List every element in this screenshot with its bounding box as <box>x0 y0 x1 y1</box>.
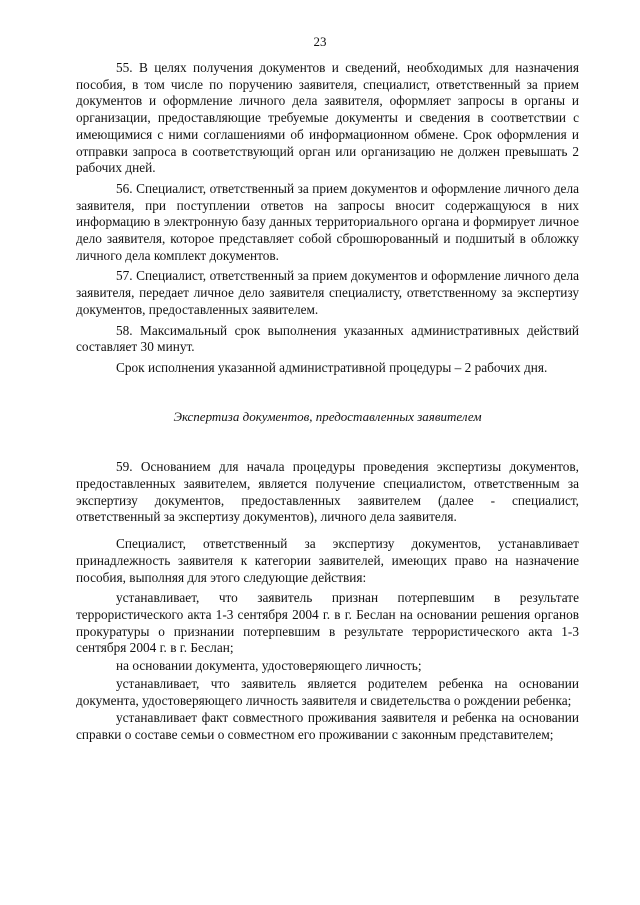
list-item-parent: устанавливает, что заявитель является родителем ребенка на основании документа, удостоверяющего личность заявителя и свидетельства о рождении ребенка; <box>76 675 579 708</box>
paragraph-59: 59. Основанием для начала процедуры проведения экспертизы документов, предоставленных заявителем, является получение специалистом, ответственным за экспертизу документов, предоставленных заявителем (далее - специалист, ответственный за экспертизу документов), личного дела заявителя. <box>76 459 579 525</box>
section-heading: Экспертиза документов, предоставленных заявителем <box>173 408 482 424</box>
list-item-victim: устанавливает, что заявитель признан потерпевшим в результате террористического акта 1-3 сентября 2004 г. в г. Беслан на основании решения органов прокуратуры о признании потерпевшим в результате террористического акта 1-3 сентября 2004 г. в г. Беслан; <box>76 590 579 656</box>
paragraph-57: 57. Специалист, ответственный за прием документов и оформление личного дела заявителя, передает личное дело заявителя специалисту, ответственному за экспертизу документов, предоставленных заявителем. <box>76 268 579 317</box>
page-number: 23 <box>313 34 327 49</box>
paragraph-58: 58. Максимальный срок выполнения указанных административных действий составляет 30 минут. <box>76 322 579 355</box>
paragraph-term: Срок исполнения указанной административной процедуры – 2 рабочих дня. <box>116 359 548 375</box>
paragraph-specialist: Специалист, ответственный за экспертизу документов, устанавливает принадлежность заявителя к категории заявителей, имеющих право на назначение пособия, выполняя для этого следующие действия: <box>76 536 579 585</box>
list-item-cohabitation: устанавливает факт совместного проживания заявителя и ребенка на основании справки о составе семьи о совместном его проживании с законным представителем; <box>76 710 579 742</box>
paragraph-56: 56. Специалист, ответственный за прием документов и оформление личного дела заявителя, при поступлении ответов на запросы вносит содержащуюся в них информацию в электронную базу данных территориального органа и формирует личное дело заявителя, которое представляет собой сброшюрованный и подшитый в обложку личного дела комплект документов. <box>76 180 579 263</box>
document-body <box>76 60 579 745</box>
list-item-identity: на основании документа, удостоверяющего личность; <box>116 658 422 674</box>
paragraph-55: 55. В целях получения документов и сведений, необходимых для назначения пособия, в том числе по поручению заявителя, специалист, ответственный за прием документов и оформление личного дела заявителя, оформляет запросы в органы и организации, предоставляющие требуемые документы и сведения в соответствии с имеющимися с ними соглашениями об информационном обмене. Срок оформления и отправки запроса в соответствующий орган или организацию не должен превышать 2 рабочих дней. <box>76 60 579 176</box>
